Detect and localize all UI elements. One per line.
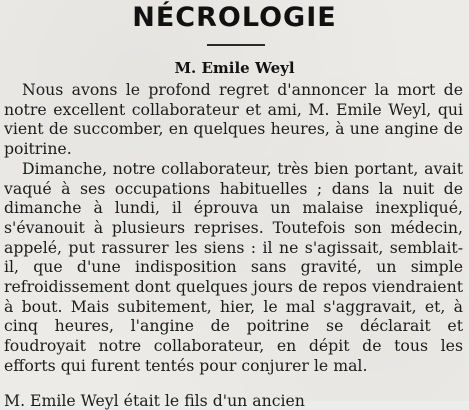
paragraph-2: Dimanche, notre collaborateur, très bien portant, avait vaqué à ses occupations habituelles ; dans la nuit de dimanche à lundi, il éprouva un malaise inexpliqué, s'évanouit à plusieurs reprises. Toutefois son médecin, appelé, put rassurer les siens : il ne s'agissait, semblait-il, que d'une indisposition sans gravité, un simple refroidissement dont quelques jours de repos viendraient à bout. Mais subitement, hier, le mal s'aggravait, et, à cinq heures, l'angine de poitrine se déclarait et foudroyait notre collaborateur, en dépit de tous les efforts qui furent tentés pour conjurer le mal. — [4, 158, 463, 375]
paragraph-1: Nous avons le profond regret d'annoncer la mort de notre excellent collaborateur et ami, M. Emile Weyl, qui vient de succomber, en quelques heures, à une angine de poitrine. — [4, 80, 463, 159]
title-divider — [207, 44, 265, 46]
article-title: M. Emile Weyl — [174, 59, 295, 77]
article-body — [4, 80, 463, 376]
section-title: NÉCROLOGIE — [132, 2, 337, 33]
cut-off-line-text: M. Emile Weyl était le fils d'un ancien — [4, 391, 305, 410]
cut-off-line — [4, 391, 463, 410]
